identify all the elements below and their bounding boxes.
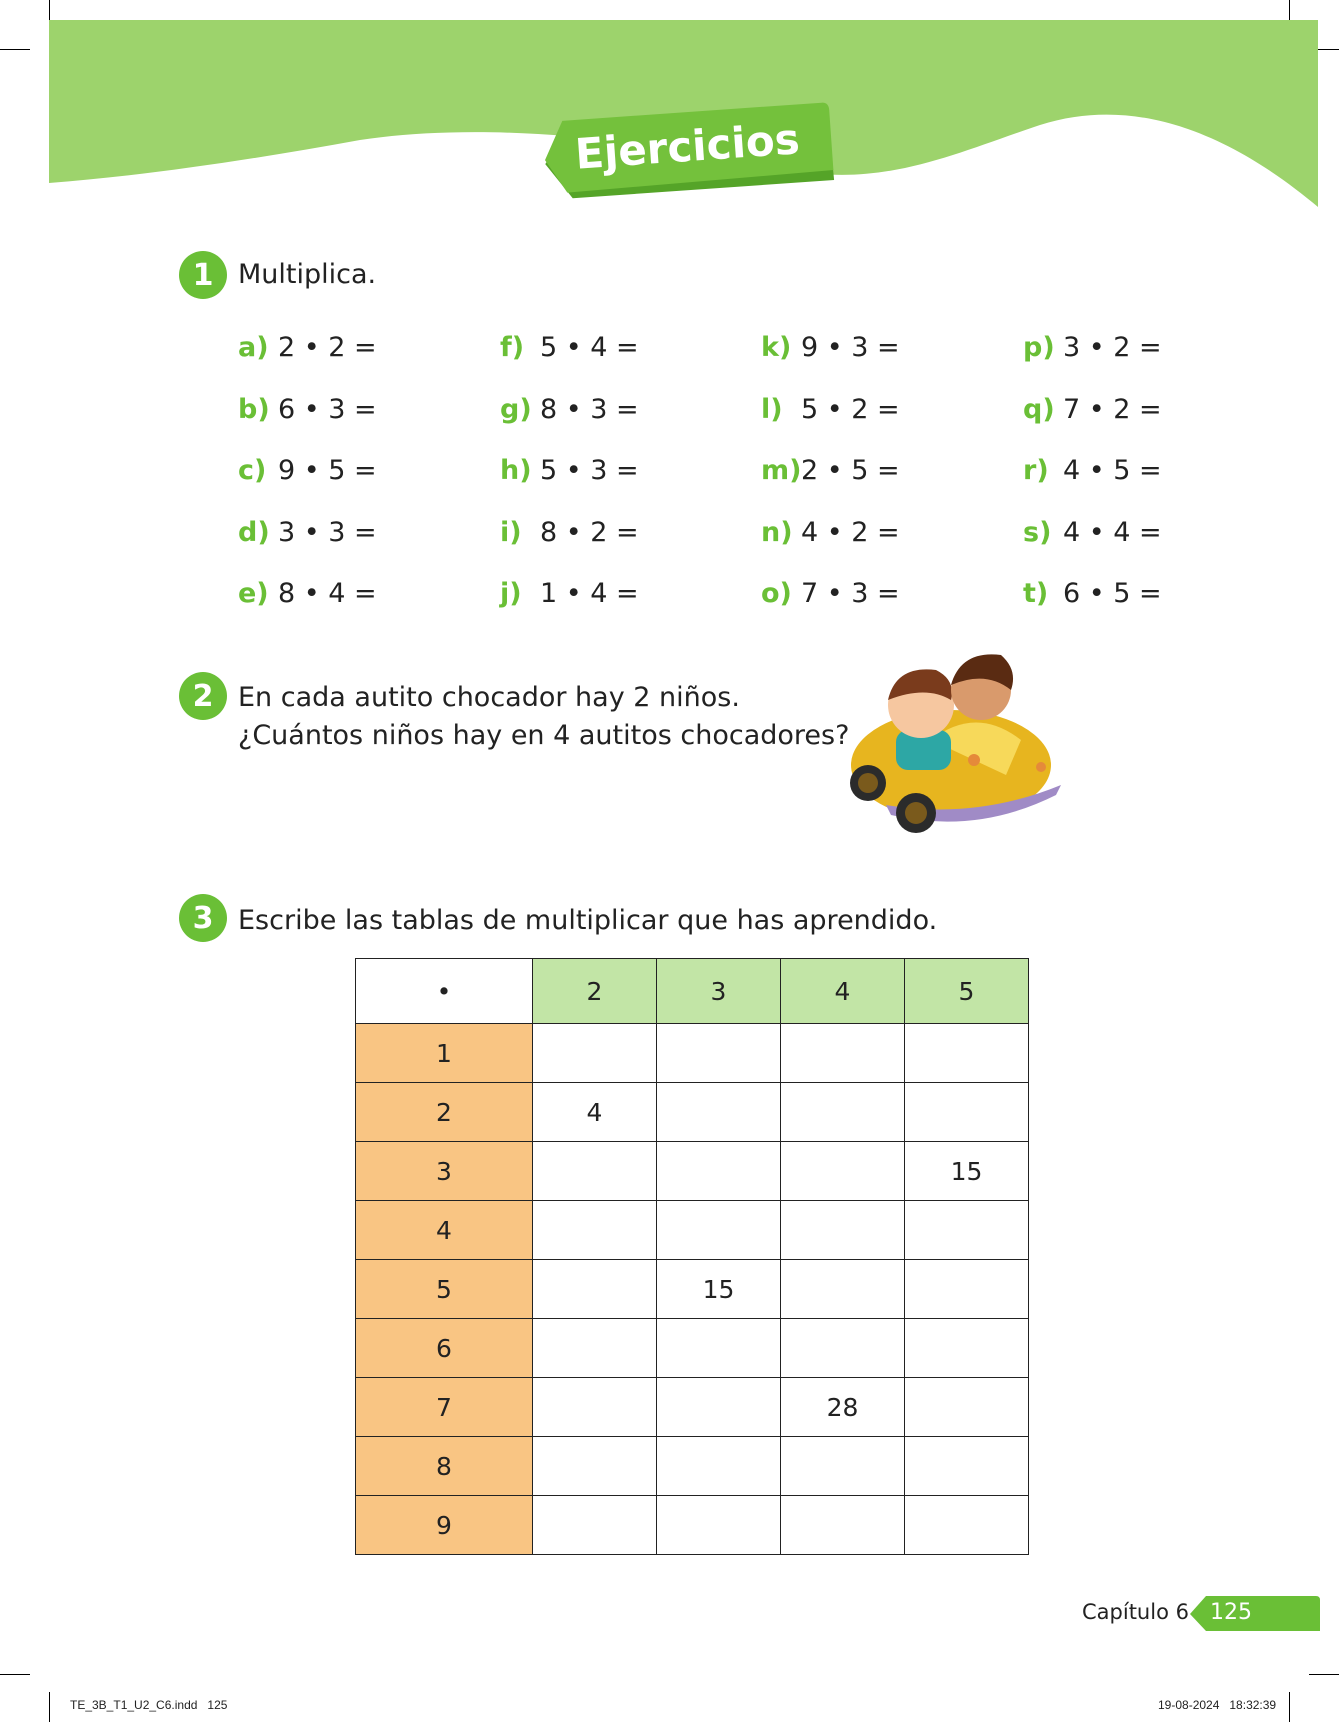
answer-cell[interactable]: 15 (905, 1142, 1029, 1201)
answer-cell[interactable] (781, 1437, 905, 1496)
answer-cell[interactable] (657, 1378, 781, 1437)
row-header: 3 (356, 1142, 533, 1201)
answer-cell[interactable] (905, 1083, 1029, 1142)
item-expression: 5 • 3 = (540, 455, 639, 486)
item-label: p) (1023, 332, 1055, 363)
table-header-row (356, 959, 1029, 1024)
answer-cell[interactable] (533, 1319, 657, 1378)
bumper-car-illustration (846, 645, 1071, 845)
row-header: 2 (356, 1083, 533, 1142)
answer-cell[interactable] (905, 1260, 1029, 1319)
header-title: Ejercicios (573, 114, 802, 179)
answer-cell[interactable] (905, 1496, 1029, 1555)
answer-cell[interactable] (781, 1142, 905, 1201)
answer-cell[interactable] (657, 1083, 781, 1142)
item-expression: 9 • 5 = (278, 455, 377, 486)
multiplication-item (500, 578, 639, 609)
item-expression: 3 • 2 = (1063, 332, 1162, 363)
item-expression: 8 • 4 = (278, 578, 377, 609)
page-number-tag (1188, 1596, 1320, 1632)
exercise-1-instruction: Multiplica. (238, 259, 377, 290)
item-label: g) (500, 394, 532, 425)
item-label: f) (500, 332, 525, 363)
answer-cell[interactable] (905, 1437, 1029, 1496)
answer-cell[interactable] (533, 1437, 657, 1496)
column-header: 4 (781, 959, 905, 1024)
row-header: 8 (356, 1437, 533, 1496)
multiplication-item (1023, 394, 1162, 425)
item-label: a) (238, 332, 269, 363)
answer-cell[interactable] (533, 1378, 657, 1437)
crop-mark (49, 1692, 50, 1722)
crop-mark (1289, 1692, 1290, 1722)
multiplication-item (761, 578, 900, 609)
item-label: m) (761, 455, 802, 486)
multiplication-item (500, 332, 639, 363)
row-header: 1 (356, 1024, 533, 1083)
item-label: h) (500, 455, 532, 486)
row-header: 7 (356, 1378, 533, 1437)
multiplication-table (355, 958, 1029, 1555)
page-number: 125 (1210, 1600, 1252, 1625)
column-header: 5 (905, 959, 1029, 1024)
crop-mark (0, 1674, 30, 1675)
item-expression: 5 • 4 = (540, 332, 639, 363)
multiplication-item (1023, 517, 1162, 548)
multiplication-item (761, 517, 900, 548)
item-expression: 8 • 3 = (540, 394, 639, 425)
item-label: i) (500, 517, 522, 548)
item-label: r) (1023, 455, 1049, 486)
exercise-3-instruction: Escribe las tablas de multiplicar que has aprendido. (238, 905, 938, 936)
item-expression: 6 • 3 = (278, 394, 377, 425)
table-row (356, 1142, 1029, 1201)
item-label: j) (500, 578, 522, 609)
multiplication-item (238, 332, 377, 363)
multiplication-item (761, 394, 900, 425)
table-row (356, 1024, 1029, 1083)
item-expression: 7 • 2 = (1063, 394, 1162, 425)
table-row (356, 1496, 1029, 1555)
item-label: d) (238, 517, 270, 548)
multiplication-item (500, 517, 639, 548)
multiplication-item (238, 578, 377, 609)
answer-cell[interactable] (781, 1260, 905, 1319)
corner-cell: • (356, 959, 533, 1024)
answer-cell[interactable] (533, 1201, 657, 1260)
slug-file: TE_3B_T1_U2_C6.indd 125 (70, 1698, 228, 1712)
item-expression: 7 • 3 = (801, 578, 900, 609)
answer-cell[interactable] (657, 1437, 781, 1496)
table-row (356, 1201, 1029, 1260)
item-label: o) (761, 578, 792, 609)
column-header: 2 (533, 959, 657, 1024)
item-label: c) (238, 455, 267, 486)
answer-cell[interactable] (905, 1024, 1029, 1083)
answer-cell[interactable] (533, 1496, 657, 1555)
table-row (356, 1378, 1029, 1437)
multiplication-item (761, 332, 900, 363)
multiplication-item (1023, 578, 1162, 609)
answer-cell[interactable] (533, 1260, 657, 1319)
item-expression: 1 • 4 = (540, 578, 639, 609)
multiplication-item (500, 455, 639, 486)
answer-cell[interactable] (781, 1024, 905, 1083)
item-label: s) (1023, 517, 1052, 548)
row-header: 6 (356, 1319, 533, 1378)
table-row (356, 1319, 1029, 1378)
item-label: l) (761, 394, 783, 425)
row-header: 5 (356, 1260, 533, 1319)
answer-cell[interactable] (905, 1201, 1029, 1260)
table-row (356, 1083, 1029, 1142)
answer-cell[interactable] (533, 1142, 657, 1201)
multiplication-item (238, 517, 377, 548)
answer-cell[interactable] (657, 1496, 781, 1555)
answer-cell[interactable] (657, 1142, 781, 1201)
answer-cell[interactable] (781, 1083, 905, 1142)
exercise-number-badge: 3 (179, 894, 227, 942)
item-expression: 9 • 3 = (801, 332, 900, 363)
item-label: t) (1023, 578, 1049, 609)
item-label: e) (238, 578, 269, 609)
column-header: 3 (657, 959, 781, 1024)
multiplication-item (500, 394, 639, 425)
exercise-number-badge: 2 (179, 672, 227, 720)
answer-cell[interactable]: 28 (781, 1378, 905, 1437)
item-expression: 8 • 2 = (540, 517, 639, 548)
multiplication-item (238, 394, 377, 425)
answer-cell[interactable]: 4 (533, 1083, 657, 1142)
answer-cell[interactable] (657, 1319, 781, 1378)
item-expression: 2 • 2 = (278, 332, 377, 363)
item-label: k) (761, 332, 792, 363)
item-expression: 6 • 5 = (1063, 578, 1162, 609)
item-expression: 3 • 3 = (278, 517, 377, 548)
exercise-2-line-1: En cada autito chocador hay 2 niños. (238, 682, 740, 713)
answer-cell[interactable] (657, 1201, 781, 1260)
multiplication-item (761, 455, 900, 486)
exercise-number-badge: 1 (179, 251, 227, 299)
answer-cell[interactable] (781, 1496, 905, 1555)
row-header: 4 (356, 1201, 533, 1260)
item-expression: 4 • 4 = (1063, 517, 1162, 548)
multiplication-item (1023, 455, 1162, 486)
item-expression: 5 • 2 = (801, 394, 900, 425)
slug-date: 19-08-2024 18:32:39 (1158, 1698, 1277, 1712)
exercise-2-line-2: ¿Cuántos niños hay en 4 autitos chocadores? (238, 720, 850, 751)
chapter-label: Capítulo 6 (1082, 1600, 1189, 1624)
multiplication-item (238, 455, 377, 486)
row-header: 9 (356, 1496, 533, 1555)
answer-cell[interactable] (657, 1024, 781, 1083)
answer-cell[interactable] (533, 1024, 657, 1083)
item-expression: 4 • 2 = (801, 517, 900, 548)
item-label: n) (761, 517, 793, 548)
multiplication-item (1023, 332, 1162, 363)
item-label: q) (1023, 394, 1055, 425)
answer-cell[interactable] (781, 1319, 905, 1378)
answer-cell[interactable] (781, 1201, 905, 1260)
table-row (356, 1260, 1029, 1319)
answer-cell[interactable] (905, 1319, 1029, 1378)
crop-mark (1309, 1674, 1339, 1675)
answer-cell[interactable] (905, 1378, 1029, 1437)
item-expression: 2 • 5 = (801, 455, 900, 486)
item-expression: 4 • 5 = (1063, 455, 1162, 486)
answer-cell[interactable]: 15 (657, 1260, 781, 1319)
table-row (356, 1437, 1029, 1496)
item-label: b) (238, 394, 270, 425)
